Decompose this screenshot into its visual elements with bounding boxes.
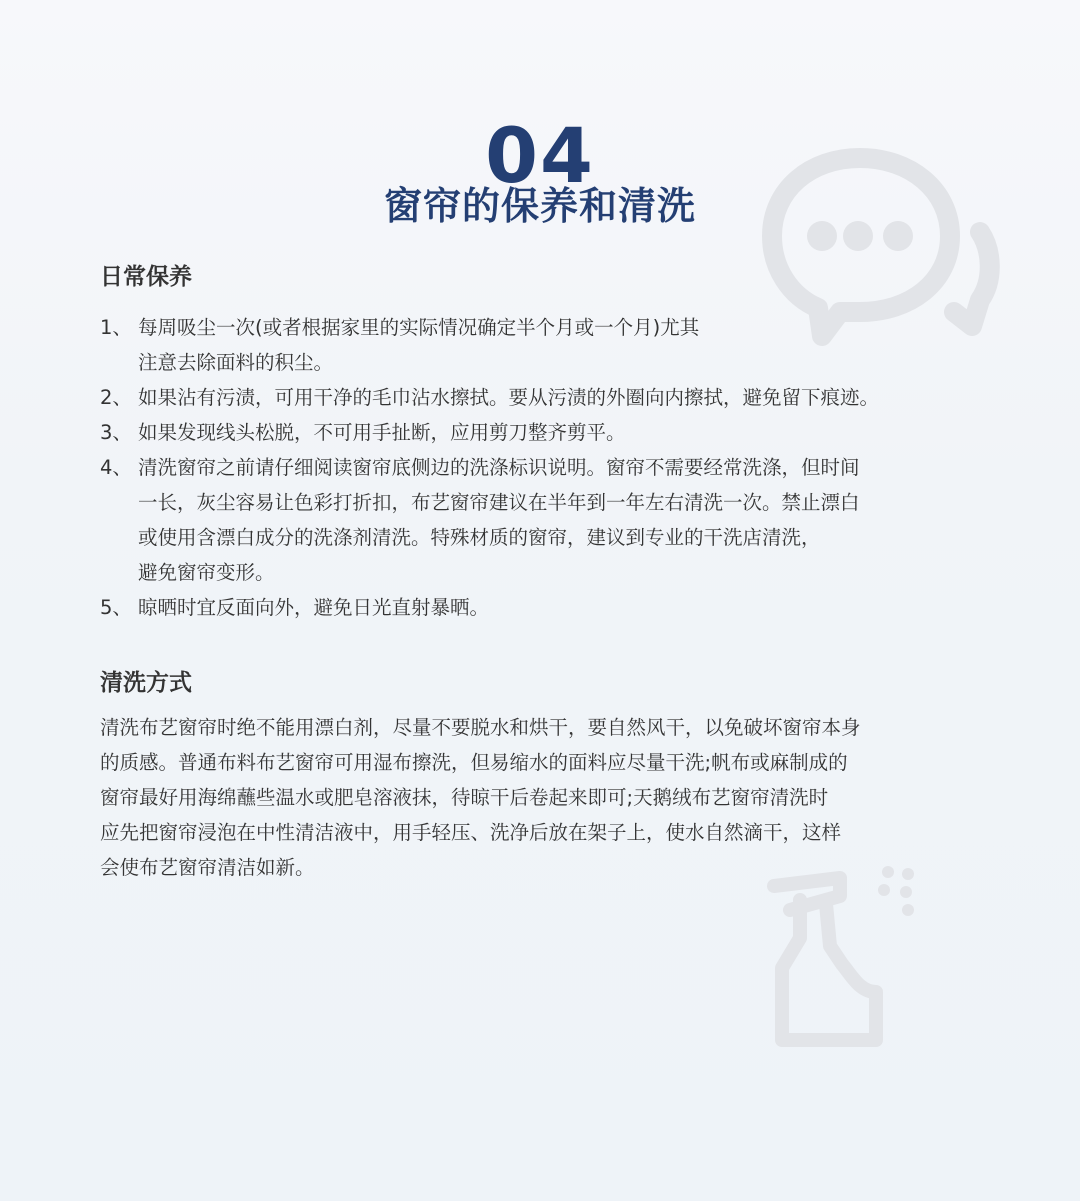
item-line: 如果沾有污渍，可用干净的毛巾沾水擦拭。要从污渍的外圈向内擦拭，避免留下痕迹。 bbox=[138, 386, 880, 409]
spray-bottle-icon bbox=[760, 860, 930, 1060]
item-line: 或使用含漂白成分的洗涤剂清洗。特殊材质的窗帘，建议到专业的干洗店清洗， bbox=[138, 526, 821, 549]
paragraph-line: 应先把窗帘浸泡在中性清洁液中，用手轻压、洗净后放在架子上，使水自然滴干，这样 bbox=[100, 821, 842, 844]
item-line: 避免窗帘变形。 bbox=[138, 561, 275, 584]
list-item bbox=[100, 590, 980, 625]
paragraph-line: 的质感。普通布料布艺窗帘可用湿布擦洗，但易缩水的面料应尽量干洗;帆布或麻制成的 bbox=[100, 751, 848, 774]
list-item bbox=[100, 415, 980, 450]
item-line: 每周吸尘一次(或者根据家里的实际情况确定半个月或一个月)尤其 bbox=[138, 316, 700, 339]
item-text bbox=[138, 310, 980, 380]
item-number: 5、 bbox=[100, 596, 132, 619]
item-text bbox=[138, 415, 980, 450]
section-number: 04 bbox=[485, 118, 595, 184]
item-text bbox=[138, 450, 980, 590]
item-line: 如果发现线头松脱，不可用手扯断，应用剪刀整齐剪平。 bbox=[138, 421, 626, 444]
item-line: 晾晒时宜反面向外，避免日光直射暴晒。 bbox=[138, 596, 490, 619]
list-item bbox=[100, 380, 980, 415]
paragraph-line: 会使布艺窗帘清洁如新。 bbox=[100, 856, 315, 879]
washing-paragraph bbox=[100, 710, 980, 885]
daily-care-heading: 日常保养 bbox=[100, 264, 192, 290]
paragraph-line: 清洗布艺窗帘时绝不能用漂白剂，尽量不要脱水和烘干，要自然风干，以免破坏窗帘本身 bbox=[100, 716, 861, 739]
page-title: 窗帘的保养和清洗 bbox=[383, 184, 696, 228]
daily-care-list bbox=[100, 310, 980, 625]
item-text bbox=[138, 590, 980, 625]
item-number: 4、 bbox=[100, 456, 132, 479]
item-line: 注意去除面料的积尘。 bbox=[138, 351, 334, 374]
paragraph-line: 窗帘最好用海绵蘸些温水或肥皂溶液抹，待晾干后卷起来即可;天鹅绒布艺窗帘清洗时 bbox=[100, 786, 829, 809]
item-text bbox=[138, 380, 980, 415]
item-number: 1、 bbox=[100, 316, 132, 339]
list-item bbox=[100, 450, 980, 590]
item-line: 一长，灰尘容易让色彩打折扣，布艺窗帘建议在半年到一年左右清洗一次。禁止漂白 bbox=[138, 491, 860, 514]
item-number: 3、 bbox=[100, 421, 132, 444]
item-line: 清洗窗帘之前请仔细阅读窗帘底侧边的洗涤标识说明。窗帘不需要经常洗涤，但时间 bbox=[138, 456, 860, 479]
list-item bbox=[100, 310, 980, 380]
item-number: 2、 bbox=[100, 386, 132, 409]
washing-heading: 清洗方式 bbox=[100, 670, 192, 696]
